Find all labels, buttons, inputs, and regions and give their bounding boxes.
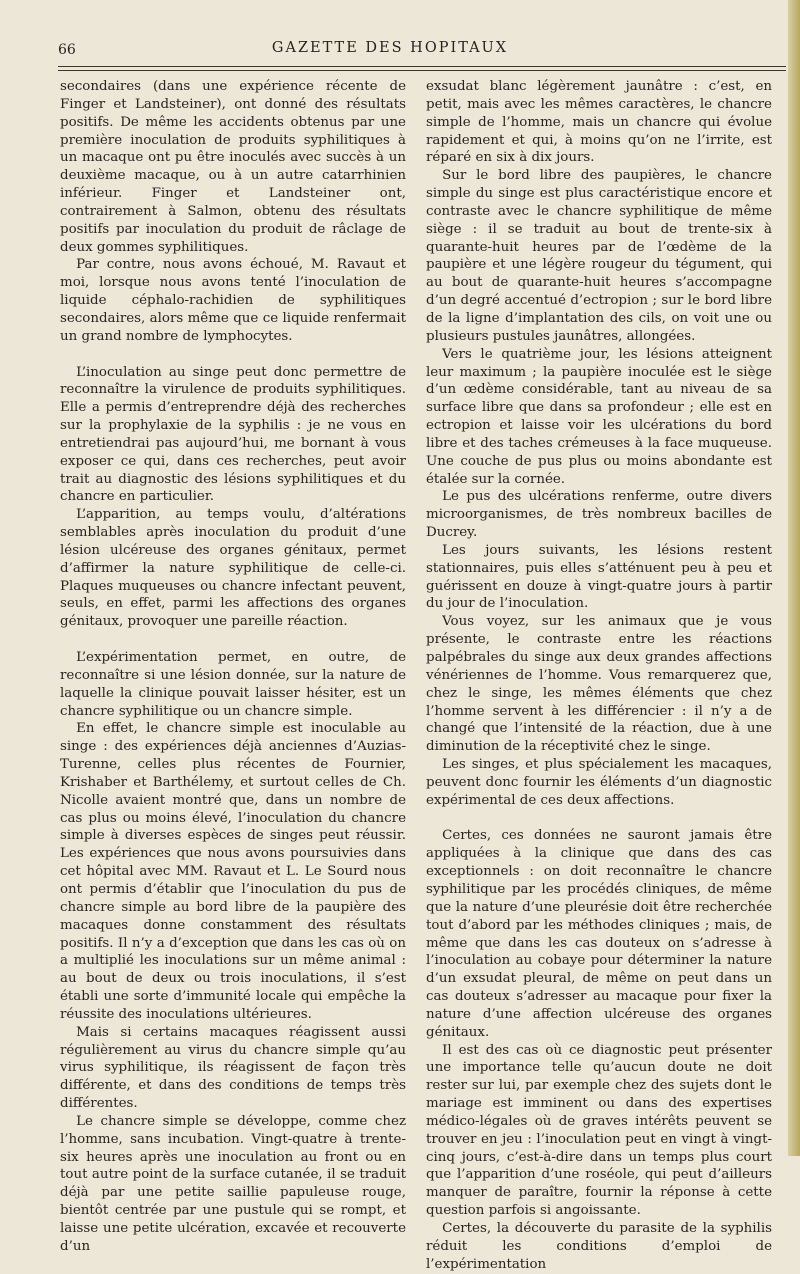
header-rule-bottom [58, 70, 786, 71]
paragraph: Vers le quatrième jour, les lésions atteignent leur maximum ; la paupière inoculée est le siège d’un œdème considérable, tant au niveau de sa surface libre que dans sa profondeur ; elle est en ectropion et laisse voir les ulcérations du bord libre et des taches crémeuses à la face muqueuse. Une couche de pus plus ou moins abondante est étalée sur la cornée. [426, 346, 772, 487]
paragraph: Les singes, et plus spécialement les macaques, peuvent donc fournir les éléments d’un diagnostic expérimental de ces deux affections. [426, 757, 772, 808]
paragraph: secondaires (dans une expérience récente de Finger et Landsteiner), ont donné des résultats positifs. De même les accidents obtenus par une première inoculation de produits syphilitiques à un macaque ont pu être inoculés avec succès à un deuxième macaque, ou à un autre catarrhinien inférieur. Finger et Landsteiner ont, contrairement à Salmon, obtenu des résultats positifs par inoculation du produit de râclage de deux gommes syphilitiques. [60, 79, 406, 255]
paragraph: L’expérimentation permet, en outre, de reconnaître si une lésion donnée, sur la nature de laquelle la clinique pouvait laisser hésiter, est un chancre syphilitique ou un chancre simple. [60, 650, 406, 719]
paragraph: Certes, ces données ne sauront jamais être appliquées à la clinique que dans des cas exceptionnels : on doit reconnaître le chancre syphilitique par les procédés cliniques, de même que la nature d’une pleurésie doit être recherchée tout d’abord par les méthodes cliniques ; mais, de même que dans les cas douteux on s’adresse à l’inoculation au cobaye pour déterminer la nature d’un exsudat pleural, de même on peut dans un cas douteux s’adresser au macaque pour fixer la nature d’une affection ulcéreuse des organes génitaux. [426, 828, 772, 1040]
paragraph: Il est des cas où ce diagnostic peut présenter une importance telle qu’aucun doute ne doit rester sur lui, par exemple chez des sujets dont le mariage est imminent ou dans des expertises médico-légales où de graves intérêts peuvent se trouver en jeu : l’inoculation peut en vingt à vingt-cinq jours, c’est-à-dire dans un temps plus court que l’apparition d’une roséole, qui peut d’ailleurs manquer de paraître, fournir la réponse à cette question parfois si angoissante. [426, 1042, 772, 1219]
running-title: GAZETTE DES HOPITAUX [271, 40, 509, 56]
paragraph: Par contre, nous avons échoué, M. Ravaut et moi, lorsque nous avons tenté l’inoculation de liquide céphalo-rachidien de syphilitiques secondaires, alors même que ce liquide renfermait un grand nombre de lymphocytes. [60, 257, 406, 344]
left-column [60, 78, 406, 1256]
right-column [426, 78, 772, 1274]
paragraph: Vous voyez, sur les animaux que je vous présente, le contraste entre les réactions palpébrales du singe aux deux grandes affections vénériennes de l’homme. Vous remarquerez que, chez le singe, les mêmes éléments que chez l’homme servent à les différencier : il n’y a de changé que l’intensité de la réaction, due à une diminution de la réceptivité chez le singe. [426, 614, 772, 755]
paragraph: Les jours suivants, les lésions restent stationnaires, puis elles s’atténuent peu à peu et guérissent en douze à vingt-quatre jours à partir du jour de l’inoculation. [426, 542, 772, 612]
paragraph: En effet, le chancre simple est inoculable au singe : des expériences déjà anciennes d’Auzias-Turenne, celles plus récentes de Fournier, Krishaber et Barthélemy, et surtout celles de Ch. Nicolle avaient montré que, dans un nombre de cas plus ou moins élevé, l’inoculation du chancre simple à diverses espèces de singes peut réussir. Les expériences que nous avons poursuivies dans cet hôpital avec MM. Ravaut et L. Le Sourd nous ont permis d’établir que l’inoculation du pus de chancre simple au bord libre de la paupière des macaques donne constamment des résultats positifs. Il n’y a d’exception que dans les cas où on a multiplié les inoculations sur un même animal : au bout de deux ou trois inoculations, il s’est établi une sorte d’immunité locale qui empêche la réussite des inoculations ultérieures. [60, 721, 406, 1022]
paragraph: Mais si certains macaques réagissent aussi régulièrement au virus du chancre simple qu’au virus syphilitique, ils réagissent de façon très différente, et dans des conditions de temps très différentes. [60, 1024, 406, 1112]
paragraph: Sur le bord libre des paupières, le chancre simple du singe est plus caractéristique encore et contraste avec le chancre syphilitique de même siège : il se traduit au bout de trente-six à quarante-huit heures par de l’œdème de la paupière et une légère rougeur du tégument, qui au bout de quarante-huit heures s’accompagne d’un degré accentué d’ectropion ; sur le bord libre de la ligne d’implantation des cils, on voit une ou plusieurs pustules jaunâtres, allongées. [426, 168, 772, 344]
paragraph: L’inoculation au singe peut donc permettre de reconnaître la virulence de produits syphilitiques. Elle a permis d’entreprendre déjà des recherches sur la prophylaxie de la syphilis : je ne vous en entretiendrai pas aujourd’hui, me bornant à vous exposer ce qui, dans ces recherches, peut avoir trait au diagnostic des lésions syphilitiques et du chancre en particulier. [60, 364, 406, 505]
page-number: 66 [58, 42, 76, 58]
paragraph: L’apparition, au temps voulu, d’altérations semblables après inoculation du produit d’une lésion ulcéreuse des organes génitaux, permet d’affirmer la nature syphilitique de celle-ci. Plaques muqueuses ou chancre infectant peuvent, seuls, en effet, parmi les affections des organes génitaux, provoquer une pareille réaction. [60, 507, 406, 630]
paragraph: Le pus des ulcérations renferme, outre divers microorganismes, de très nombreux bacilles de Ducrey. [426, 489, 772, 541]
page-edge-tint [788, 0, 800, 1156]
header-rule-top [58, 66, 786, 67]
paragraph: Le chancre simple se développe, comme chez l’homme, sans incubation. Vingt-quatre à trente-six heures après une inoculation au front ou en tout autre point de la surface cutanée, il se traduit déjà par une petite saillie papuleuse rouge, bientôt centrée par une pustule qui se rompt, et laisse une petite ulcération, excavée et recouverte d’un [60, 1113, 406, 1254]
paragraph: exsudat blanc légèrement jaunâtre : c’est, en petit, mais avec les mêmes caractères, le chancre simple de l’homme, mais un chancre qui évolue rapidement et qui, à moins qu’on ne l’irrite, est réparé en six à dix jours. [426, 79, 772, 166]
paragraph: Certes, la découverte du parasite de la syphilis réduit les conditions d’emploi de l’expérimentation [426, 1221, 772, 1272]
